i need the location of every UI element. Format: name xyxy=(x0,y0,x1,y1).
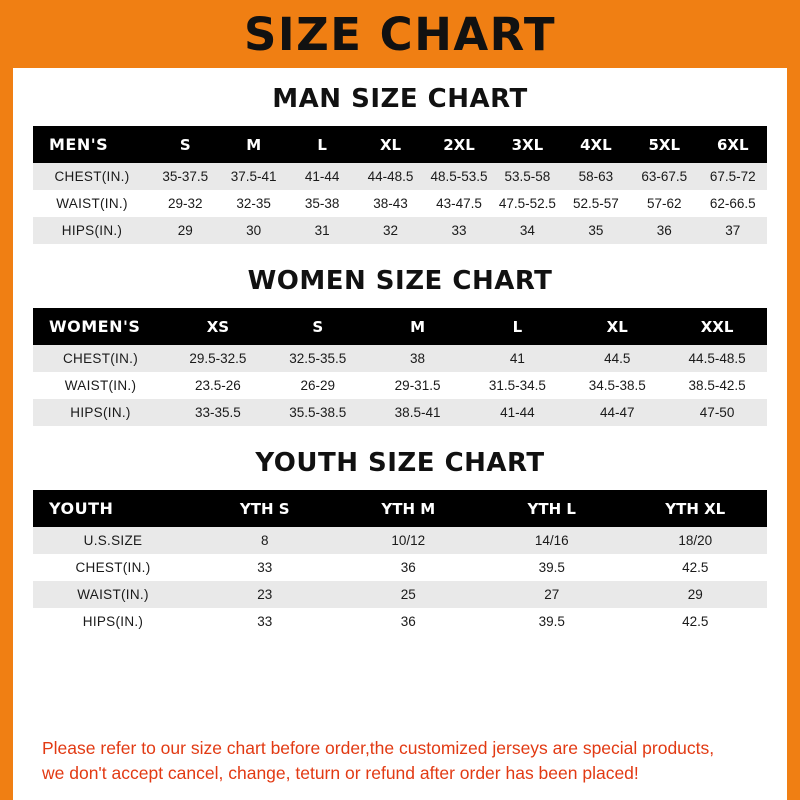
cell: 48.5-53.5 xyxy=(430,169,488,184)
row-label: WAIST(IN.) xyxy=(77,587,149,602)
table-row xyxy=(33,399,767,426)
row-label: CHEST(IN.) xyxy=(54,169,130,184)
cell: 44.5-48.5 xyxy=(688,351,746,366)
cell: 38-43 xyxy=(373,196,408,211)
cell: 33 xyxy=(257,614,273,629)
row-label: U.S.SIZE xyxy=(83,533,143,548)
women-header-cell: S xyxy=(312,317,324,336)
women-size-table xyxy=(33,308,767,426)
table-row xyxy=(33,581,767,608)
page-title: SIZE CHART xyxy=(243,7,557,61)
cell: 38 xyxy=(410,351,426,366)
cell: 41-44 xyxy=(500,405,535,420)
table-header-row xyxy=(33,126,767,163)
table-header-row xyxy=(33,308,767,345)
row-label: HIPS(IN.) xyxy=(61,223,123,238)
cell: 42.5 xyxy=(682,560,709,575)
cell: 67.5-72 xyxy=(709,169,756,184)
men-header-cell: M xyxy=(246,135,262,154)
cell: 36 xyxy=(400,614,416,629)
footer-line-1: Please refer to our size chart before order,the customized jerseys are special products, xyxy=(42,738,715,759)
cell: 35.5-38.5 xyxy=(289,405,347,420)
women-section xyxy=(13,266,787,426)
men-header-cell: L xyxy=(317,135,327,154)
cell: 30 xyxy=(246,223,262,238)
youth-header-cell: YTH L xyxy=(527,499,576,518)
row-label: CHEST(IN.) xyxy=(63,351,138,366)
cell: 41-44 xyxy=(304,169,340,184)
youth-header-cell: YOUTH xyxy=(49,499,114,518)
cell: 33-35.5 xyxy=(195,405,241,420)
cell: 10/12 xyxy=(391,533,426,548)
cell: 29 xyxy=(177,223,193,238)
cell: 36 xyxy=(656,223,672,238)
cell: 35 xyxy=(588,223,604,238)
page-header xyxy=(0,0,800,68)
cell: 32.5-35.5 xyxy=(289,351,347,366)
cell: 39.5 xyxy=(538,614,565,629)
cell: 18/20 xyxy=(678,533,713,548)
table-row xyxy=(33,608,767,635)
youth-header-cell: YTH XL xyxy=(665,499,726,518)
table-header-row xyxy=(33,490,767,527)
women-header-cell: L xyxy=(512,317,523,336)
cell: 8 xyxy=(260,533,269,548)
row-label: WAIST(IN.) xyxy=(56,196,128,211)
row-label: WAIST(IN.) xyxy=(64,378,137,393)
cell: 44-47 xyxy=(599,405,635,420)
men-size-table xyxy=(33,126,767,244)
cell: 29 xyxy=(687,587,703,602)
cell: 37 xyxy=(725,223,741,238)
cell: 35-37.5 xyxy=(162,169,209,184)
men-header-cell: 3XL xyxy=(511,135,544,154)
row-label: HIPS(IN.) xyxy=(82,614,144,629)
cell: 32-35 xyxy=(236,196,271,211)
cell: 38.5-41 xyxy=(394,405,441,420)
cell: 57-62 xyxy=(647,196,682,211)
cell: 25 xyxy=(400,587,416,602)
footer-line-2: we don't accept cancel, change, teturn or refund after order has been placed! xyxy=(42,763,639,784)
footer-note xyxy=(26,726,774,800)
men-header-cell: XL xyxy=(379,135,402,154)
women-header-cell: XL xyxy=(606,317,628,336)
cell: 47.5-52.5 xyxy=(498,196,556,211)
table-row xyxy=(33,217,767,244)
table-row xyxy=(33,554,767,581)
cell: 39.5 xyxy=(538,560,565,575)
cell: 35-38 xyxy=(304,196,340,211)
women-section-title: WOMEN SIZE CHART xyxy=(247,266,553,296)
men-section xyxy=(13,84,787,244)
table-row xyxy=(33,190,767,217)
table-row xyxy=(33,163,767,190)
cell: 36 xyxy=(400,560,416,575)
cell: 52.5-57 xyxy=(572,196,619,211)
cell: 37.5-41 xyxy=(230,169,277,184)
table-row xyxy=(33,345,767,372)
cell: 14/16 xyxy=(534,533,569,548)
cell: 27 xyxy=(544,587,560,602)
cell: 33 xyxy=(451,223,467,238)
men-header-cell: S xyxy=(179,135,191,154)
cell: 23 xyxy=(257,587,273,602)
row-label: CHEST(IN.) xyxy=(75,560,151,575)
cell: 44.5 xyxy=(604,351,631,366)
table-row xyxy=(33,527,767,554)
table-row xyxy=(33,372,767,399)
youth-size-table xyxy=(33,490,767,635)
cell: 43-47.5 xyxy=(436,196,482,211)
cell: 62-66.5 xyxy=(709,196,756,211)
women-header-cell: M xyxy=(410,317,426,336)
youth-header-cell: YTH M xyxy=(381,499,436,518)
men-header-cell: 5XL xyxy=(648,135,681,154)
women-header-cell: WOMEN'S xyxy=(49,317,141,336)
cell: 41 xyxy=(509,351,525,366)
cell: 29.5-32.5 xyxy=(189,351,247,366)
youth-section-title: YOUTH SIZE CHART xyxy=(255,448,545,478)
women-header-cell: XS xyxy=(206,317,230,336)
men-header-cell: 6XL xyxy=(716,135,749,154)
row-label: HIPS(IN.) xyxy=(70,405,131,420)
cell: 31 xyxy=(314,223,330,238)
youth-section xyxy=(13,448,787,635)
cell: 53.5-58 xyxy=(504,169,551,184)
cell: 23.5-26 xyxy=(195,378,241,393)
cell: 33 xyxy=(257,560,273,575)
cell: 47-50 xyxy=(699,405,735,420)
cell: 63-67.5 xyxy=(641,169,688,184)
cell: 32 xyxy=(383,223,399,238)
men-header-cell: MEN'S xyxy=(49,135,109,154)
cell: 38.5-42.5 xyxy=(688,378,746,393)
women-header-cell: XXL xyxy=(700,317,734,336)
cell: 58-63 xyxy=(578,169,614,184)
cell: 42.5 xyxy=(682,614,709,629)
youth-header-cell: YTH S xyxy=(239,499,290,518)
cell: 26-29 xyxy=(300,378,335,393)
cell: 29-31.5 xyxy=(394,378,441,393)
men-section-title: MAN SIZE CHART xyxy=(272,84,528,114)
men-header-cell: 4XL xyxy=(580,135,612,154)
cell: 34.5-38.5 xyxy=(588,378,646,393)
men-header-cell: 2XL xyxy=(443,135,475,154)
cell: 44-48.5 xyxy=(367,169,414,184)
cell: 29-32 xyxy=(167,196,203,211)
cell: 34 xyxy=(519,223,535,238)
cell: 31.5-34.5 xyxy=(488,378,546,393)
